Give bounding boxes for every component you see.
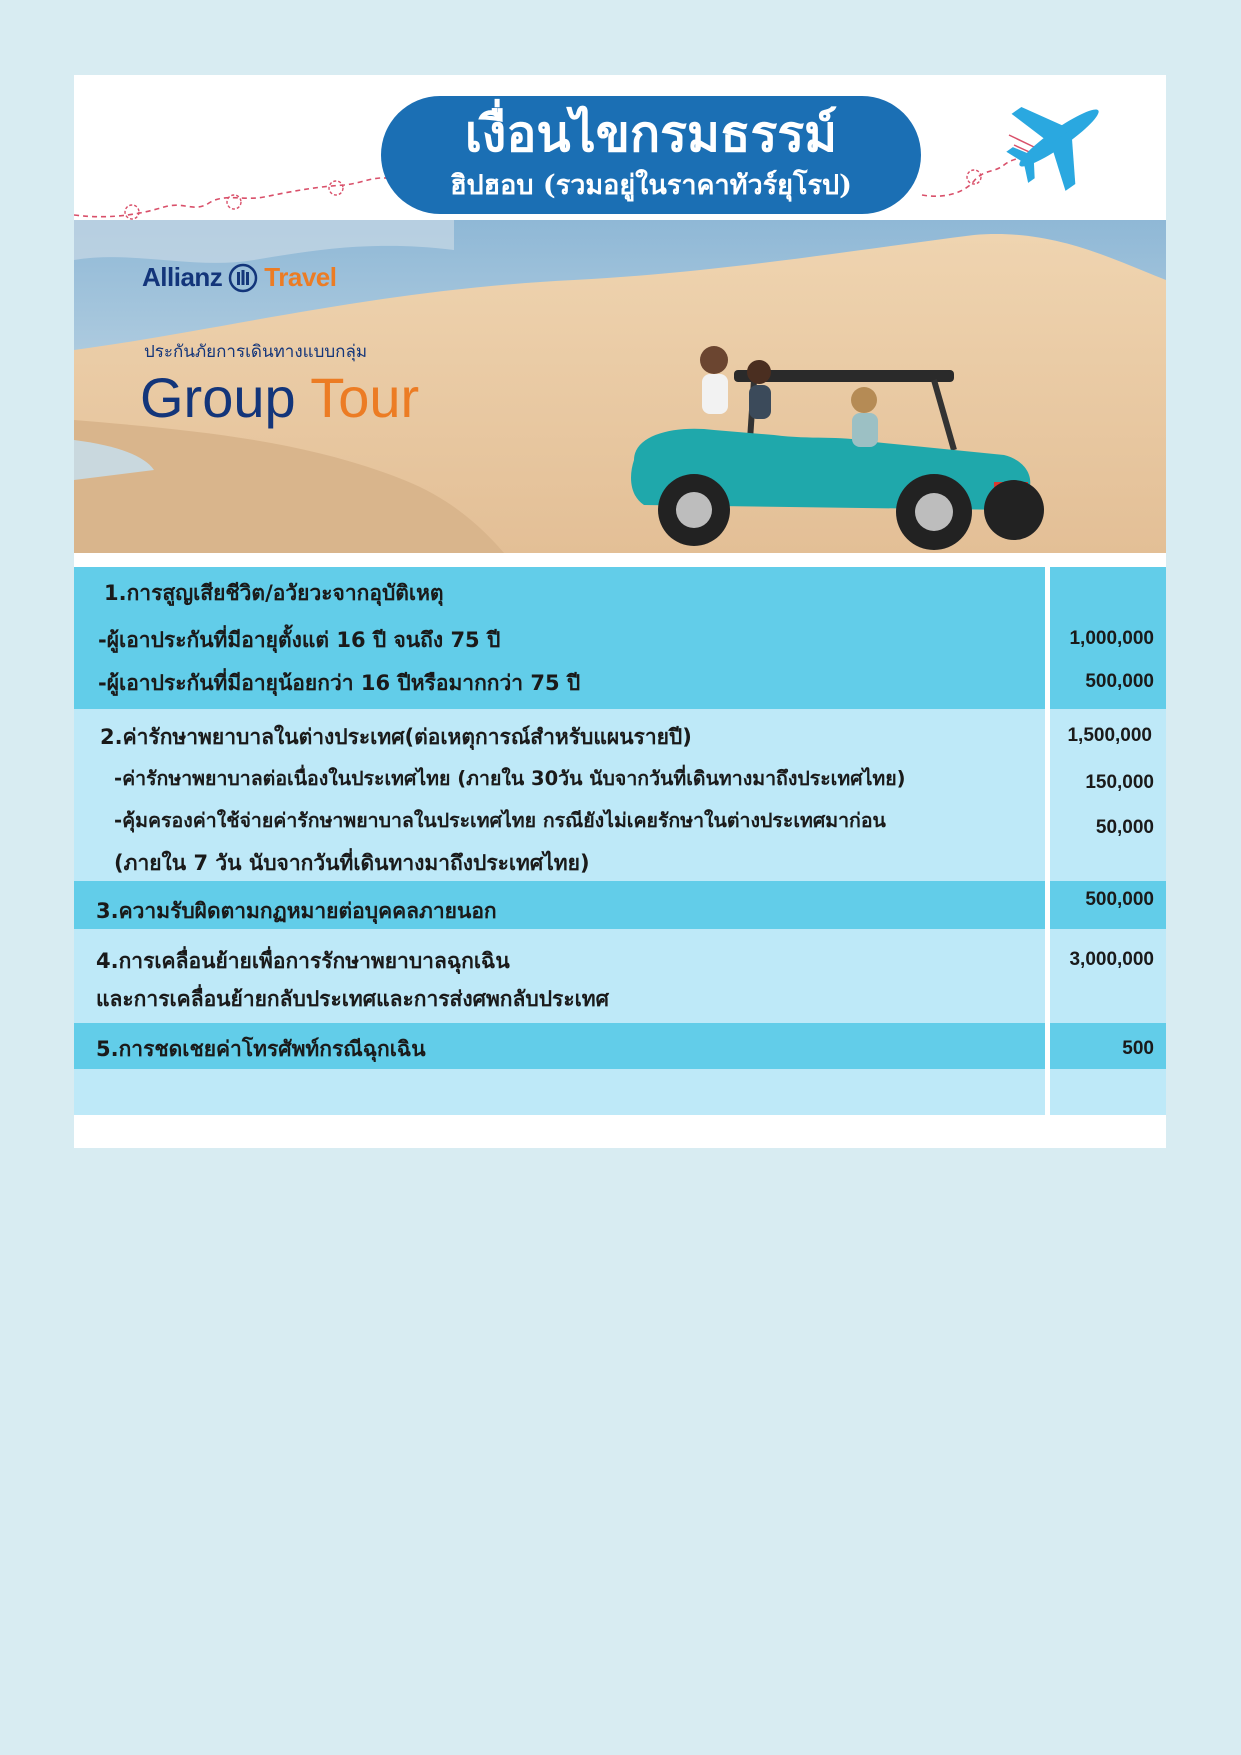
row-description-cell <box>74 881 1045 929</box>
row-description-cell <box>74 1069 1045 1115</box>
row-amount-cell <box>1050 567 1166 709</box>
brand-name-travel: Travel <box>264 262 337 292</box>
section-4-amount: 3,000,000 <box>1069 949 1154 970</box>
banner-heading-group: Group <box>140 366 296 429</box>
section-2-line-2: -คุ้มครองค่าใช้จ่ายค่ารักษาพยาบาลในประเทศไทย กรณียังไม่เคยรักษาในต่างประเทศมาก่อน <box>114 809 886 832</box>
section-2-heading: 2.ค่ารักษาพยาบาลในต่างประเทศ(ต่อเหตุการณ์สำหรับแผนรายปี) <box>100 725 692 749</box>
section-4-heading: 4.การเคลื่อนย้ายเพื่อการรักษาพยาบาลฉุกเฉิน <box>96 949 510 973</box>
coverage-row-4 <box>74 929 1166 1023</box>
section-2-line-3: (ภายใน 7 วัน นับจากวันที่เดินทางมาถึงประเทศไทย) <box>114 851 590 875</box>
row-amount-cell <box>1050 881 1166 929</box>
section-5-heading: 5.การชดเชยค่าโทรศัพท์กรณีฉุกเฉิน <box>96 1037 426 1061</box>
section-2-amount-0: 1,500,000 <box>1067 725 1152 746</box>
page-subtitle: ฮิปฮอบ (รวมอยู่ในราคาทัวร์ยุโรป) <box>450 170 852 201</box>
airplane-icon <box>1004 83 1114 193</box>
section-4-line-2: และการเคลื่อนย้ายกลับประเทศและการส่งศพกลับประเทศ <box>96 987 609 1011</box>
section-5-amount: 500 <box>1122 1038 1154 1059</box>
row-amount-cell <box>1050 1069 1166 1115</box>
coverage-row-3 <box>74 881 1166 929</box>
section-1-line-2: -ผู้เอาประกันที่มีอายุน้อยกว่า 16 ปีหรือมากกว่า 75 ปี <box>98 671 581 695</box>
banner-heading <box>140 366 419 430</box>
row-description-cell <box>74 1023 1045 1069</box>
banner-subtitle: ประกันภัยการเดินทางแบบกลุ่ม <box>144 342 368 362</box>
row-description-cell <box>74 709 1045 881</box>
section-3-heading: 3.ความรับผิดตามกฏหมายต่อบุคคลภายนอก <box>96 899 497 923</box>
title-banner <box>381 96 921 214</box>
hero-banner <box>74 220 1166 553</box>
section-1-line-1: -ผู้เอาประกันที่มีอายุตั้งแต่ 16 ปี จนถึง 75 ปี <box>98 628 501 652</box>
document-sheet <box>74 75 1166 1148</box>
allianz-eagle-icon <box>228 263 258 293</box>
coverage-row-2 <box>74 709 1166 881</box>
section-1-amount-1: 1,000,000 <box>1069 628 1154 649</box>
row-amount-cell <box>1050 929 1166 1023</box>
banner-heading-tour: Tour <box>310 366 420 429</box>
section-2-amount-1: 150,000 <box>1085 772 1154 793</box>
coverage-row-1 <box>74 567 1166 709</box>
section-2-amount-2: 50,000 <box>1095 817 1154 838</box>
section-1-heading: 1.การสูญเสียชีวิต/อวัยวะจากอุบัติเหตุ <box>104 581 444 605</box>
coverage-row-empty <box>74 1069 1166 1115</box>
section-2-line-1: -ค่ารักษาพยาบาลต่อเนื่องในประเทศไทย (ภายใน 30วัน นับจากวันที่เดินทางมาถึงประเทศไทย) <box>114 767 906 790</box>
row-description-cell <box>74 929 1045 1023</box>
header <box>74 75 1166 220</box>
row-amount-cell <box>1050 1023 1166 1069</box>
section-1-amount-2: 500,000 <box>1085 671 1154 692</box>
row-amount-cell <box>1050 709 1166 881</box>
brand-name-allianz: Allianz <box>142 262 223 292</box>
allianz-travel-logo <box>142 262 336 293</box>
row-description-cell <box>74 567 1045 709</box>
section-3-amount: 500,000 <box>1085 889 1154 910</box>
coverage-row-5 <box>74 1023 1166 1069</box>
page-title: เงื่อนไขกรมธรรม์ <box>464 104 838 163</box>
